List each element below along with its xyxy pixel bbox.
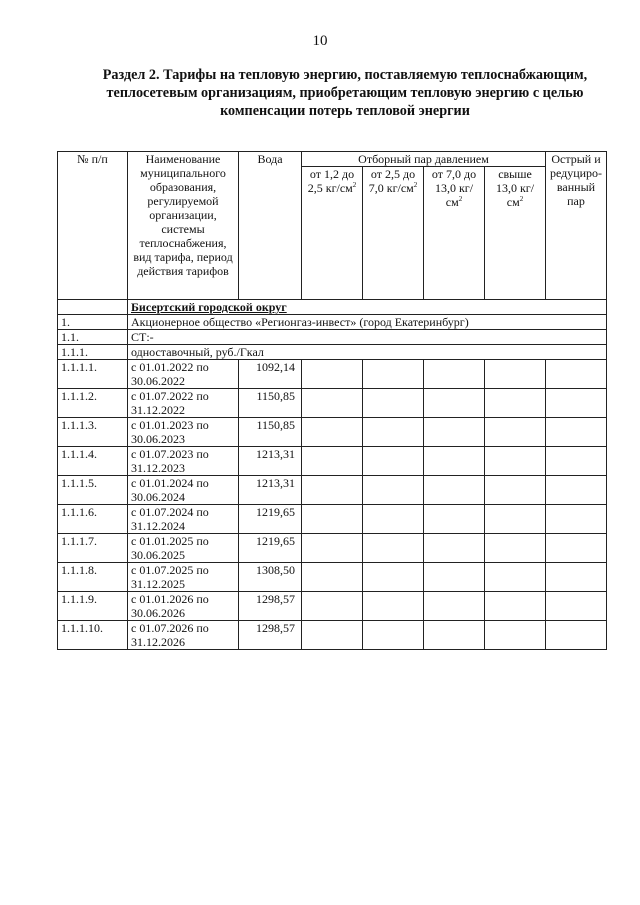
steam-col-label: от 7,0 до 13,0 кг/см <box>431 167 477 209</box>
row-period: с 01.07.2025 по 31.12.2025 <box>128 563 239 592</box>
row-steam-cell <box>485 505 546 534</box>
row-steam-cell <box>424 563 485 592</box>
steam-col-sup: 2 <box>352 181 357 189</box>
row-num: 1.1.1.6. <box>58 505 128 534</box>
row-water-value: 1219,65 <box>239 534 302 563</box>
header-num: № п/п <box>58 152 128 300</box>
row-sharp-cell <box>546 592 607 621</box>
table-row <box>58 360 607 389</box>
row-num: 1.1.1.10. <box>58 621 128 650</box>
tariff-type-num: 1.1.1. <box>58 345 128 360</box>
row-sharp-cell <box>546 505 607 534</box>
row-period: с 01.07.2026 по 31.12.2026 <box>128 621 239 650</box>
row-num: 1.1.1.3. <box>58 418 128 447</box>
table-row <box>58 621 607 650</box>
row-water-value: 1150,85 <box>239 389 302 418</box>
row-steam-cell <box>363 360 424 389</box>
row-steam-cell <box>424 621 485 650</box>
row-steam-cell <box>485 621 546 650</box>
row-steam-cell <box>424 476 485 505</box>
row-steam-cell <box>485 418 546 447</box>
header-name: Наименование муниципального образования, регулируемой организации, системы теплоснабжения, вид тарифа, период действия тарифов <box>128 152 239 300</box>
row-period: с 01.07.2023 по 31.12.2023 <box>128 447 239 476</box>
row-period: с 01.01.2025 по 30.06.2025 <box>128 534 239 563</box>
steam-col-label: от 1,2 до 2,5 кг/см <box>307 167 355 195</box>
row-period: с 01.01.2023 по 30.06.2023 <box>128 418 239 447</box>
header-water: Вода <box>239 152 302 300</box>
row-water-value: 1298,57 <box>239 592 302 621</box>
row-period: с 01.07.2024 по 31.12.2024 <box>128 505 239 534</box>
system-num: 1.1. <box>58 330 128 345</box>
row-steam-cell <box>363 621 424 650</box>
row-sharp-cell <box>546 418 607 447</box>
row-num: 1.1.1.4. <box>58 447 128 476</box>
table-row <box>58 592 607 621</box>
row-steam-cell <box>424 418 485 447</box>
row-steam-cell <box>363 563 424 592</box>
org-num: 1. <box>58 315 128 330</box>
header-steam-col <box>424 167 485 300</box>
row-steam-cell <box>485 389 546 418</box>
row-water-value: 1150,85 <box>239 418 302 447</box>
row-steam-cell <box>485 534 546 563</box>
org-row <box>58 315 607 330</box>
header-steam-col <box>363 167 424 300</box>
row-num: 1.1.1.1. <box>58 360 128 389</box>
row-water-value: 1308,50 <box>239 563 302 592</box>
header-steam-col <box>302 167 363 300</box>
table-row <box>58 418 607 447</box>
row-steam-cell <box>363 534 424 563</box>
row-steam-cell <box>424 505 485 534</box>
section-heading: Раздел 2. Тарифы на тепловую энергию, поставляемую теплоснабжающим, теплосетевым организациям, приобретающим тепловую энергию с целью компенсации потерь тепловой энергии <box>102 67 588 119</box>
header-steam-group: Отборный пар давлением <box>302 152 546 167</box>
row-steam-cell <box>485 476 546 505</box>
row-period: с 01.01.2022 по 30.06.2022 <box>128 360 239 389</box>
row-steam-cell <box>302 592 363 621</box>
table-row <box>58 563 607 592</box>
row-steam-cell <box>424 447 485 476</box>
page-number: 10 <box>312 33 328 49</box>
tariff-table <box>57 151 607 650</box>
row-steam-cell <box>363 476 424 505</box>
row-steam-cell <box>485 563 546 592</box>
steam-col-sup: 2 <box>458 195 463 203</box>
row-steam-cell <box>485 360 546 389</box>
row-steam-cell <box>302 505 363 534</box>
header-steam-col <box>485 167 546 300</box>
region-row <box>58 300 607 315</box>
row-sharp-cell <box>546 563 607 592</box>
steam-col-sup: 2 <box>519 195 524 203</box>
system-name: СТ:- <box>128 330 607 345</box>
row-water-value: 1092,14 <box>239 360 302 389</box>
row-steam-cell <box>485 447 546 476</box>
row-period: с 01.01.2024 по 30.06.2024 <box>128 476 239 505</box>
row-sharp-cell <box>546 534 607 563</box>
row-sharp-cell <box>546 389 607 418</box>
steam-col-label: свыше 13,0 кг/см <box>495 167 535 209</box>
row-sharp-cell <box>546 360 607 389</box>
row-steam-cell <box>302 476 363 505</box>
steam-col-label: от 2,5 до 7,0 кг/см <box>368 167 416 195</box>
row-steam-cell <box>302 621 363 650</box>
org-name: Акционерное общество «Регионгаз-инвест» (город Екатеринбург) <box>128 315 607 330</box>
row-sharp-cell <box>546 621 607 650</box>
row-steam-cell <box>485 592 546 621</box>
row-steam-cell <box>302 389 363 418</box>
row-sharp-cell <box>546 447 607 476</box>
row-water-value: 1219,65 <box>239 505 302 534</box>
row-steam-cell <box>424 389 485 418</box>
table-row <box>58 534 607 563</box>
table-row <box>58 476 607 505</box>
row-steam-cell <box>302 447 363 476</box>
region-num-cell <box>58 300 128 315</box>
row-steam-cell <box>302 418 363 447</box>
header-sharp-steam: Острый и редуциро-ванный пар <box>546 152 607 300</box>
row-water-value: 1213,31 <box>239 476 302 505</box>
row-water-value: 1298,57 <box>239 621 302 650</box>
row-num: 1.1.1.8. <box>58 563 128 592</box>
row-steam-cell <box>424 534 485 563</box>
row-num: 1.1.1.7. <box>58 534 128 563</box>
row-steam-cell <box>363 389 424 418</box>
row-num: 1.1.1.9. <box>58 592 128 621</box>
steam-col-sup: 2 <box>413 181 418 189</box>
system-row <box>58 330 607 345</box>
row-num: 1.1.1.2. <box>58 389 128 418</box>
row-period: с 01.07.2022 по 31.12.2022 <box>128 389 239 418</box>
row-period: с 01.01.2026 по 30.06.2026 <box>128 592 239 621</box>
row-steam-cell <box>302 360 363 389</box>
row-steam-cell <box>363 505 424 534</box>
row-steam-cell <box>363 418 424 447</box>
tariff-type-row <box>58 345 607 360</box>
region-name: Бисертский городской округ <box>128 300 607 315</box>
row-steam-cell <box>363 447 424 476</box>
row-steam-cell <box>302 563 363 592</box>
tariff-type-name: одноставочный, руб./Гкал <box>128 345 607 360</box>
row-steam-cell <box>302 534 363 563</box>
row-steam-cell <box>363 592 424 621</box>
table-row <box>58 447 607 476</box>
row-steam-cell <box>424 592 485 621</box>
row-steam-cell <box>424 360 485 389</box>
table-row <box>58 505 607 534</box>
row-sharp-cell <box>546 476 607 505</box>
table-row <box>58 389 607 418</box>
row-water-value: 1213,31 <box>239 447 302 476</box>
row-num: 1.1.1.5. <box>58 476 128 505</box>
